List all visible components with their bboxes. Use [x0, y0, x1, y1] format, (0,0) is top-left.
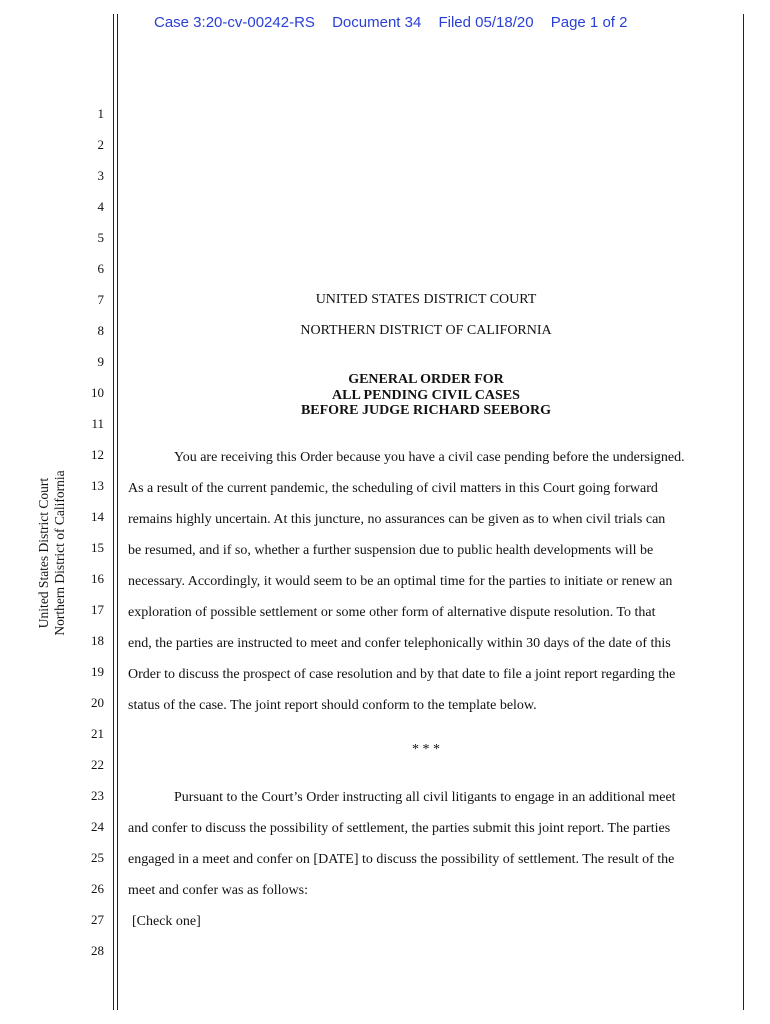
paragraph-line: be resumed, and if so, whether a further suspension due to public health developments will be	[128, 543, 654, 558]
court-name: UNITED STATES DISTRICT COURT	[315, 292, 537, 307]
line-number: 3	[97, 168, 104, 183]
paragraph-line: meet and confer was as follows:	[128, 883, 308, 898]
section-separator: * * *	[412, 742, 440, 757]
line-number: 26	[91, 881, 104, 896]
line-number: 25	[91, 850, 104, 865]
side-caption-court: United States District Court	[36, 477, 51, 629]
court-district: NORTHERN DISTRICT OF CALIFORNIA	[300, 323, 552, 338]
line-number: 8	[97, 323, 104, 338]
paragraph-line: engaged in a meet and confer on [DATE] to discuss the possibility of settlement. The result of the	[128, 852, 675, 867]
line-number: 4	[97, 199, 104, 214]
paragraph-line: and confer to discuss the possibility of settlement, the parties submit this joint report. The parties	[128, 821, 671, 836]
line-number: 28	[91, 943, 104, 958]
filed-date: Filed 05/18/20	[438, 14, 534, 31]
order-title-line: GENERAL ORDER FOR	[348, 372, 504, 387]
line-number: 23	[91, 788, 104, 803]
line-number: 20	[91, 695, 104, 710]
line-number: 21	[91, 726, 104, 741]
case-header-stamp	[154, 14, 640, 31]
line-number: 18	[91, 633, 104, 648]
line-number: 5	[97, 230, 104, 245]
paragraph-line: You are receiving this Order because you have a civil case pending before the undersigned.	[174, 450, 685, 465]
line-number: 2	[97, 137, 104, 152]
line-number: 13	[91, 478, 104, 493]
paragraph-line: status of the case. The joint report should conform to the template below.	[128, 698, 537, 713]
line-number: 19	[91, 664, 104, 679]
line-number: 15	[91, 540, 104, 555]
line-number: 1	[97, 106, 104, 121]
paragraph-line: As a result of the current pandemic, the scheduling of civil matters in this Court going forward	[128, 481, 658, 496]
left-margin-rule	[113, 14, 114, 1010]
right-margin-rule	[743, 14, 744, 1010]
line-number: 7	[97, 292, 104, 307]
line-number: 14	[91, 509, 104, 524]
page-indicator: Page 1 of 2	[550, 14, 628, 31]
line-number: 27	[91, 912, 104, 927]
line-number: 9	[97, 354, 104, 369]
paragraph-line: Pursuant to the Court’s Order instructing all civil litigants to engage in an additional meet	[174, 790, 676, 805]
left-margin-rule	[117, 14, 118, 1010]
paragraph-line: remains highly uncertain. At this juncture, no assurances can be given as to when civil trials can	[128, 512, 666, 527]
paragraph-line: exploration of possible settlement or some other form of alternative dispute resolution. To that	[128, 605, 656, 620]
side-caption-district: Northern District of California	[52, 470, 67, 636]
line-number: 11	[91, 416, 104, 431]
line-number: 22	[91, 757, 104, 772]
case-number: Case 3:20-cv-00242-RS	[154, 14, 315, 31]
order-title-line: ALL PENDING CIVIL CASES	[332, 388, 520, 403]
paragraph-line: end, the parties are instructed to meet and confer telephonically within 30 days of the date of this	[128, 636, 671, 651]
line-number: 24	[91, 819, 104, 834]
paragraph-line: necessary. Accordingly, it would seem to be an optimal time for the parties to initiate or renew an	[128, 574, 673, 589]
line-number: 17	[91, 602, 104, 617]
document-number: Document 34	[332, 14, 422, 31]
order-title-line: BEFORE JUDGE RICHARD SEEBORG	[300, 403, 552, 418]
line-number: 12	[91, 447, 104, 462]
side-caption	[36, 470, 68, 635]
line-number: 6	[97, 261, 104, 276]
line-number: 16	[91, 571, 104, 586]
line-number: 10	[91, 385, 104, 400]
check-one-instruction: [Check one]	[132, 914, 201, 929]
paragraph-line: Order to discuss the prospect of case resolution and by that date to file a joint report regarding the	[128, 667, 676, 682]
